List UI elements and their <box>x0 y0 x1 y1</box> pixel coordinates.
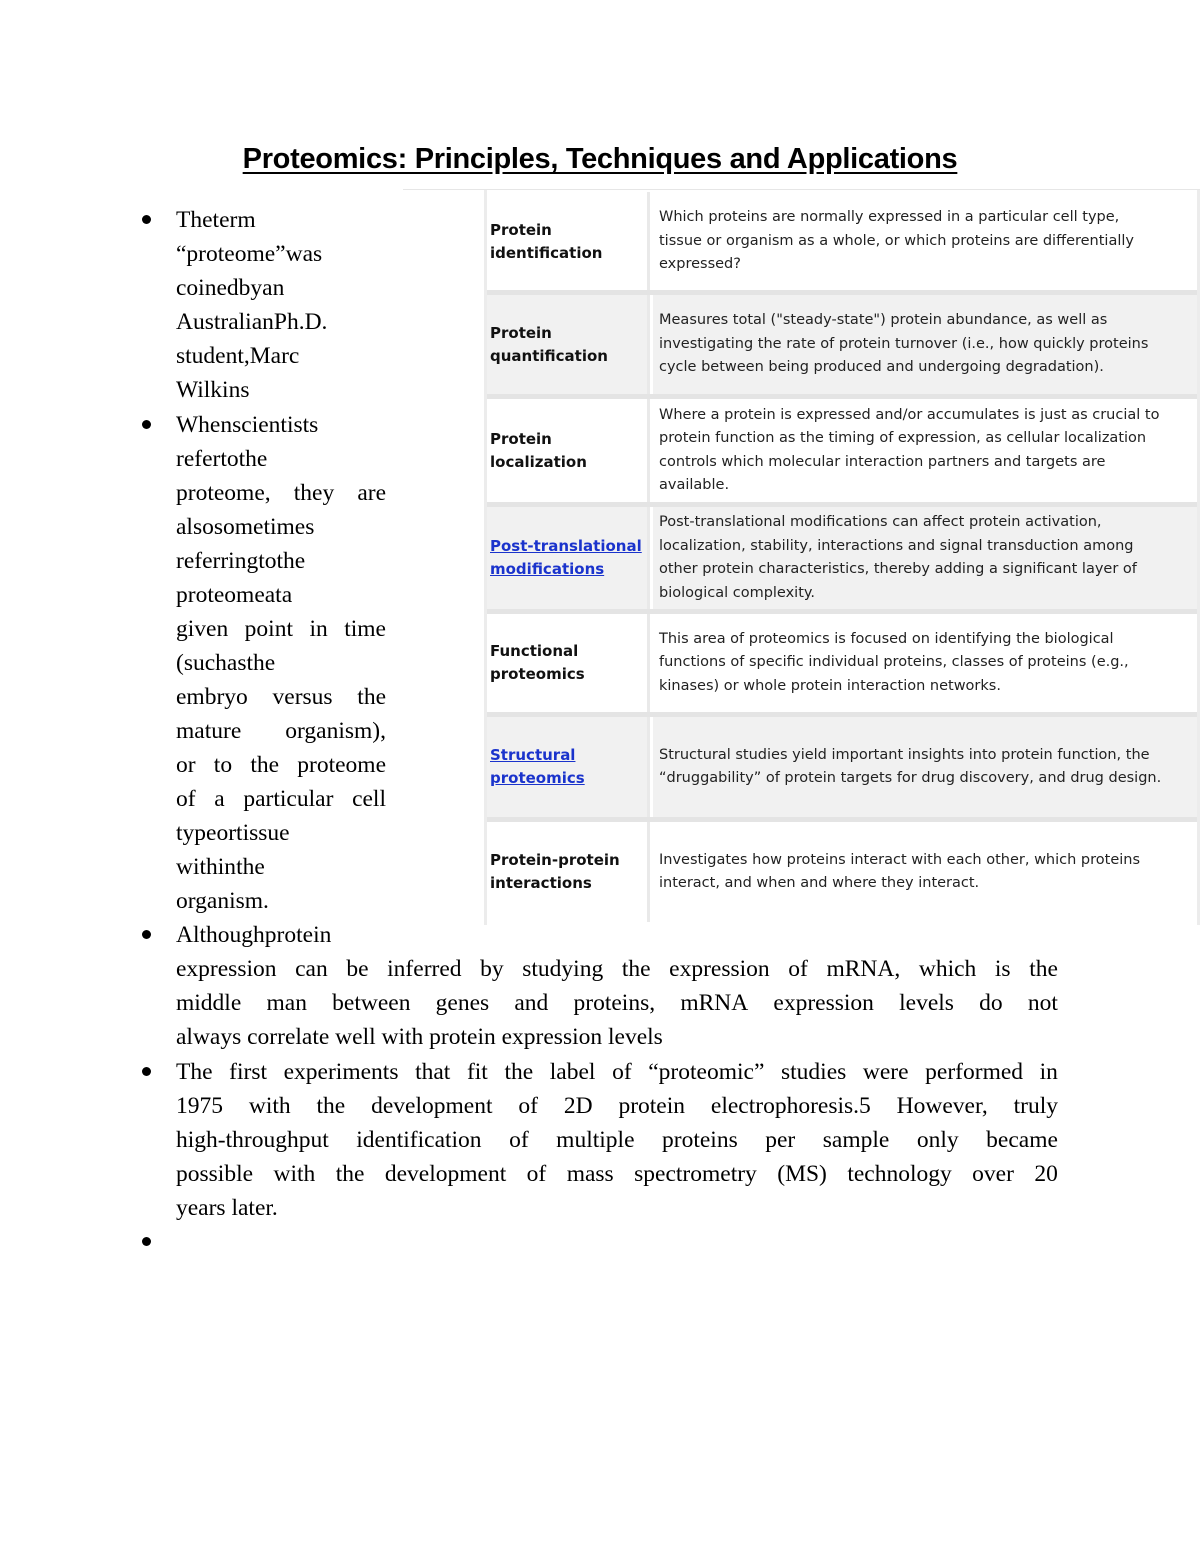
bullet-icon <box>142 930 151 939</box>
row-label: Protein quantification <box>484 295 650 394</box>
modifications-link[interactable]: modifications <box>490 560 605 578</box>
table-row <box>484 717 1200 817</box>
table-row <box>484 399 1200 502</box>
table-left-border <box>484 190 487 925</box>
empty-bullet-icon <box>142 1237 151 1246</box>
row-label: Protein-protein interactions <box>484 822 650 922</box>
row-description: Where a protein is expressed and/or accumulates is just as crucial to protein function as the timing of expression, as cellular localization controls which molecular interaction partners and targets are available. <box>653 399 1200 502</box>
row-description: Measures total ("steady-state") protein abundance, as well as investigating the rate of protein turnover (i.e., how quickly proteins cycle between being produced and undergoing degradation). <box>653 295 1200 394</box>
table-row <box>484 822 1200 922</box>
bullet-4-text: The first experiments that fit the label of “proteomic” studies were performed in 1975 with the development of 2D protein electrophoresis.5 However, truly high-throughput identification of multiple proteins per sample only became possible with the development of mass spectrometry (MS) technology over 20 years later. <box>176 1059 1058 1221</box>
row-label <box>484 507 650 609</box>
row-label <box>484 717 650 817</box>
proteomics-link[interactable]: proteomics <box>490 769 585 787</box>
bullet-2-text: Whenscientists refertothe proteome, they are alsosometimes referringtothe proteomeata given point in time (suchasthe embryo versus the mature organism), or to the proteome of a particular cell typeortissue withinthe organism. <box>176 412 386 914</box>
bullet-3-text: expression can be inferred by studying the expression of mRNA, which is the middle man between genes and proteins, mRNA expression levels do not always correlate well with protein expression levels <box>176 956 1058 1050</box>
table-row <box>484 614 1200 712</box>
row-description: This area of proteomics is focused on identifying the biological functions of specific individual proteins, classes of proteins (e.g., kinases) or whole protein interaction networks. <box>653 614 1200 712</box>
table-row <box>484 507 1200 609</box>
row-label: Protein localization <box>484 399 650 502</box>
row-description: Structural studies yield important insights into protein function, the “druggability” of protein targets for drug discovery, and drug design. <box>653 717 1200 817</box>
proteomics-areas-table <box>403 189 1200 925</box>
page-title: Proteomics: Principles, Techniques and Applications <box>242 143 958 175</box>
bullet-icon <box>142 420 151 429</box>
row-label: Functional proteomics <box>484 614 650 712</box>
row-description: Investigates how proteins interact with each other, which proteins interact, and when and where they interact. <box>653 822 1200 922</box>
row-label: Protein identification <box>484 192 650 291</box>
bullet-icon <box>142 215 151 224</box>
row-description: Which proteins are normally expressed in a particular cell type, tissue or organism as a whole, or which proteins are differentially expressed? <box>653 192 1200 291</box>
structural-link[interactable]: Structural <box>490 746 576 764</box>
row-description: Post-translational modifications can affect protein activation, localization, stability, interactions and signal transduction among other protein characteristics, thereby adding a significant layer of biological complexity. <box>653 507 1200 609</box>
table-row <box>484 192 1200 291</box>
bullet-3-first-line: Althoughprotein <box>176 922 332 948</box>
table-row <box>484 295 1200 394</box>
post-translational-link[interactable]: Post-translational <box>490 537 642 555</box>
bullet-1-text: Theterm “proteome”was coinedbyan AustralianPh.D. student,Marc Wilkins <box>176 207 328 403</box>
bullet-icon <box>142 1067 151 1076</box>
